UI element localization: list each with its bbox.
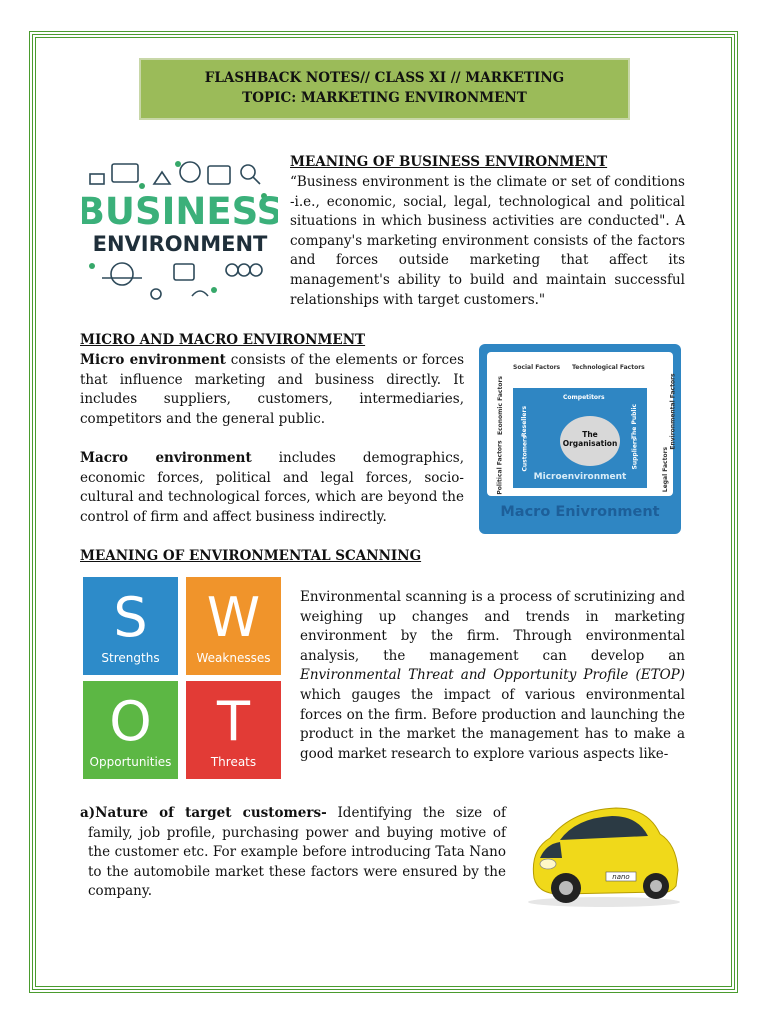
swot-w-label: Weaknesses	[196, 651, 271, 665]
technological-factors-label: Technological Factors	[572, 364, 645, 371]
environmental-scanning-text	[300, 588, 685, 764]
header-line-1: FLASHBACK NOTES// CLASS XI // MARKETING	[204, 70, 565, 86]
swot-t-letter: T	[217, 690, 250, 753]
macro-diagram-panel	[487, 352, 677, 496]
legal-factors-label: Legal Factors	[662, 446, 670, 493]
environment-word: ENVIRONMENT	[92, 232, 268, 256]
environmental-factors-label: Environmental Factors	[669, 373, 677, 450]
org-line-1: The	[582, 430, 598, 439]
microenvironment-box	[513, 388, 647, 488]
heading-environmental-scanning: MEANING OF ENVIRONMENTAL SCANNING	[80, 548, 422, 564]
organisation-circle	[560, 416, 620, 466]
etop-term: Environmental Threat and Opportunity Profile (ETOP)	[300, 667, 685, 684]
target-customers-term: a)Nature of target customers-	[80, 805, 327, 821]
economic-factors-label: Economic Factors	[497, 376, 504, 435]
micro-environment-text	[80, 351, 464, 429]
macro-environment-diagram	[479, 344, 681, 534]
nano-plate-text: nano	[612, 873, 630, 881]
swot-s-label: Strengths	[101, 651, 160, 665]
the-public-label: The Public	[631, 403, 639, 440]
swot-o-label: Opportunities	[89, 755, 172, 769]
swot-threats	[186, 681, 281, 779]
social-factors-label: Social Factors	[513, 364, 561, 371]
resellers-label: Resellers	[521, 405, 529, 438]
swot-weaknesses	[186, 577, 281, 675]
business-word: BUSINESS	[82, 190, 278, 233]
political-factors-label: Political Factors	[496, 440, 504, 495]
header-line-2: TOPIC: MARKETING ENVIRONMENT	[242, 90, 527, 106]
target-customers-text	[80, 804, 506, 902]
microenvironment-label: Microenvironment	[533, 472, 627, 482]
page-header	[139, 58, 630, 120]
swot-o-letter: O	[109, 690, 152, 753]
heading-business-environment: MEANING OF BUSINESS ENVIRONMENT	[290, 154, 608, 170]
swot-opportunities	[83, 681, 178, 779]
competitors-label: Competitors	[563, 394, 605, 401]
swot-t-label: Threats	[210, 755, 257, 769]
business-environment-text: “Business environment is the climate or set of conditions -i.e., economic, social, legal, technological and political situations in which business activities are conducted". A company's marketing environment consists of the factors and forces outside marketing that affect its management's ability to build and maintain successful relationships with target customers."	[290, 174, 685, 308]
macro-diagram-caption: Macro Enivronment	[500, 504, 660, 520]
suppliers-label: Suppliers	[631, 437, 639, 470]
swot-strengths	[83, 577, 178, 675]
swot-s-letter: S	[113, 586, 148, 649]
tata-nano-car-image	[520, 800, 686, 908]
macro-body: includes demographics, economic forces, political and legal forces, socio-cultural and technological forces, which are beyond the control of firm and affect business indirectly.	[80, 450, 464, 525]
heading-micro-macro: MICRO AND MACRO ENVIRONMENT	[80, 332, 366, 348]
target-customers-body: Identifying the size of family, job profile, purchasing power and buying motive of the customer etc. For example before introducing Tata Nano to the automobile market these factors were ensured by the company.	[88, 805, 506, 900]
scanning-body-post: which gauges the impact of various environmental forces on the firm. Before production and launching the product in the market the management has to make a good market research to explore various aspects like-	[300, 686, 685, 762]
scanning-body-pre: Environmental scanning is a process of scrutinizing and weighing up changes and trends in marketing environment by the firm. Through environmental analysis, the management can develop an	[300, 589, 685, 664]
business-environment-image	[82, 156, 278, 306]
micro-body: consists of the elements or forces that influence marketing and business directly. It includes suppliers, customers, intermediaries, competitors and the general public.	[80, 352, 464, 427]
macro-environment-text	[80, 449, 464, 527]
swot-w-letter: W	[206, 586, 261, 649]
customers-label: Customers	[521, 435, 529, 472]
org-line-2: Organisation	[562, 439, 618, 448]
macro-term: Macro environment	[80, 450, 252, 466]
micro-term: Micro environment	[80, 352, 226, 368]
